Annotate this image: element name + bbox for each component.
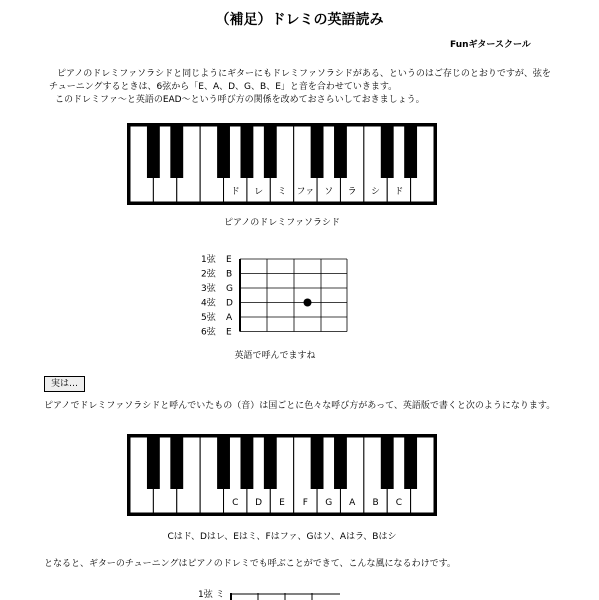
piano-keyboard-solfege [127, 123, 437, 205]
fret-position-dot [304, 299, 312, 307]
kb2-black-key [217, 437, 230, 489]
string-note-label: G [226, 284, 233, 294]
kb1-note-label: ソ [324, 187, 334, 197]
kb2-note-label: C [395, 498, 403, 508]
string-number-label: 6弦 [201, 327, 216, 338]
kb2-note-label: D [255, 498, 263, 508]
intro-line-1: ピアノのドレミファソラシドと同じようにギターにもドレミファソラシドがある、というのはご存じのとおりですが、弦を [57, 69, 551, 79]
kb2-note-label: E [279, 498, 285, 508]
kb2-note-label: G [325, 498, 333, 508]
kb2-note-label: A [349, 498, 356, 508]
kb1-black-key [147, 126, 160, 178]
brand-name: Funギタースクール [450, 40, 531, 50]
page-title: （補足）ドレミの英語読み [215, 12, 384, 28]
bottom-string-number: 1弦 [198, 590, 213, 600]
body-line: ピアノでドレミファソラシドと呼んでいたもの（音）は国ごとに色々な呼び方があって、英語版で書くと次のようになります。 [44, 401, 556, 411]
kb1-black-key [264, 126, 277, 178]
fretboard-caption: 英語で呼んでますね [234, 351, 316, 361]
kb2-note-label: B [372, 498, 379, 508]
kb1-black-key [240, 126, 253, 178]
kb1-note-label: ラ [347, 187, 357, 197]
kb2-black-key [170, 437, 183, 489]
string-number-label: 1弦 [201, 255, 216, 265]
kb2-black-key [240, 437, 253, 489]
kb2-black-key [381, 437, 394, 489]
keyboard2-caption: Cはド、Dはレ、Eはミ、Fはファ、Gはソ、Aはラ、Bはシ [167, 532, 397, 542]
string-note-label: E [226, 327, 232, 338]
piano-keyboard-letters [127, 434, 437, 516]
kb2-black-key [334, 437, 347, 489]
string-note-label: D [226, 298, 233, 309]
kb1-black-key [334, 126, 347, 178]
intro-line-3: このドレミファ～と英語のEAD～という呼び方の関係を改めておさらいしておきましょう。 [55, 95, 425, 105]
kb2-black-key [404, 437, 417, 489]
kb1-black-key [311, 126, 324, 178]
string-note-label: E [226, 255, 232, 265]
kb1-black-key [217, 126, 230, 178]
kb1-note-label: シ [371, 187, 381, 197]
string-number-label: 4弦 [201, 298, 216, 309]
kb1-black-key [404, 126, 417, 178]
string-number-label: 5弦 [201, 313, 216, 323]
bottom-fretboard-partial [230, 590, 340, 600]
kb2-note-label: C [232, 498, 239, 508]
guitar-fretboard-diagram [195, 252, 355, 340]
kb2-black-key [311, 437, 324, 489]
kb1-black-key [170, 126, 183, 178]
bottom-string-label [198, 587, 225, 600]
keyboard1-caption: ピアノのドレミファソラシド [223, 218, 341, 228]
kb1-note-label: ド [230, 187, 240, 197]
string-number-label: 3弦 [201, 284, 216, 294]
string-note-label: A [226, 313, 233, 323]
kb2-note-label: F [302, 498, 308, 508]
intro-line-2: チューニングするときは、6弦から「E、A、D、G、B、E」と音を合わせていきます。 [49, 82, 398, 92]
kb1-black-key [381, 126, 394, 178]
kb1-note-label: レ [254, 187, 264, 197]
string-note-label: B [226, 269, 233, 280]
jitsu-label-box: 実は… [44, 376, 85, 392]
string-number-label: 2弦 [201, 269, 216, 280]
closing-line: となると、ギターのチューニングはピアノのドレミでも呼ぶことができて、こんな風になるわけです。 [44, 559, 456, 569]
kb1-note-label: ミ [277, 187, 287, 197]
kb1-note-label: ド [394, 187, 404, 197]
kb2-black-key [147, 437, 160, 489]
bottom-string-note: ミ [215, 590, 225, 600]
kb2-black-key [264, 437, 277, 489]
kb1-note-label: ファ [296, 187, 315, 197]
